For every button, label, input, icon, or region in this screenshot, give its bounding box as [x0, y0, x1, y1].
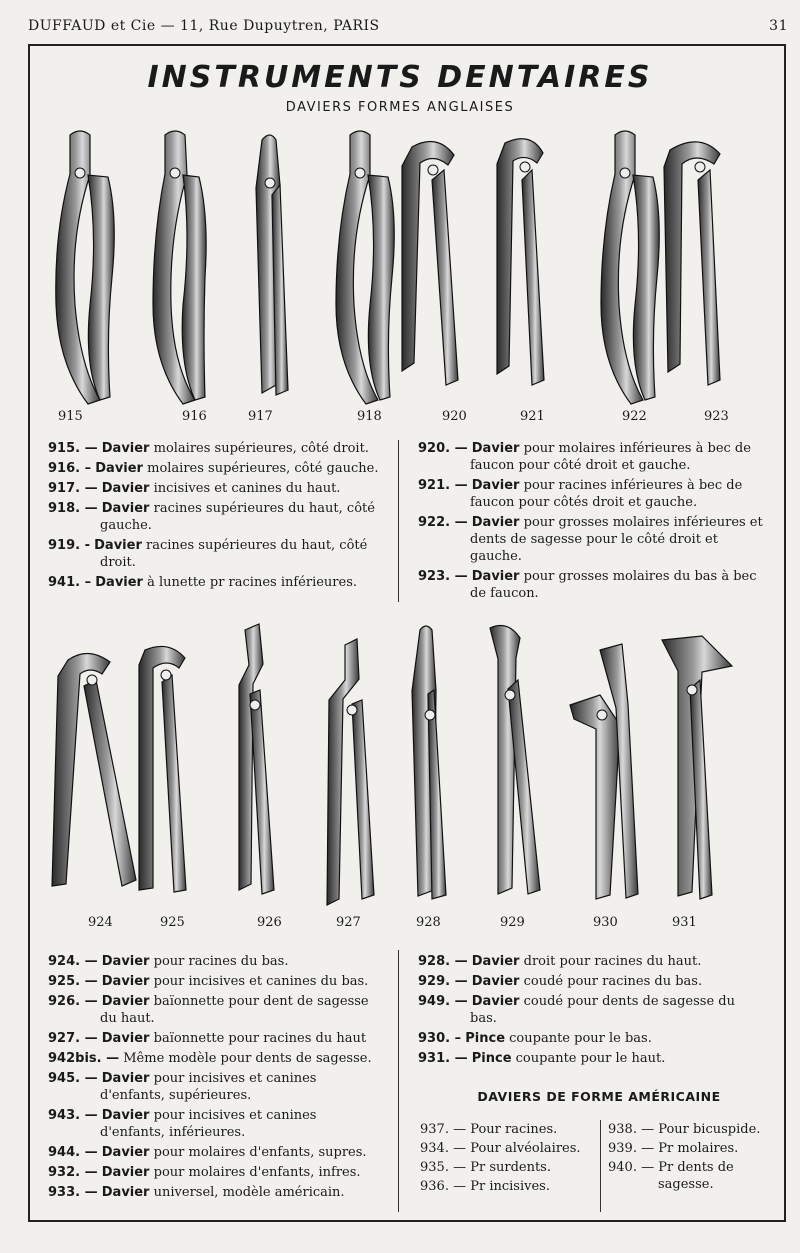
figure-number: 927: [336, 915, 361, 930]
forceps-row-1-drawing: [40, 125, 760, 405]
list-item: 921. — Davier pour racines inférieures à bec de faucon pour côtés droit et gauche.: [418, 478, 743, 510]
list-item: 944. — Davier pour molaires d'enfants, supres.: [48, 1145, 367, 1160]
list-item: 927. — Davier baïonnette pour racines du haut: [48, 1031, 367, 1046]
column-divider: [600, 1120, 601, 1212]
figure-number: 922: [622, 409, 647, 424]
american-list-right: [608, 1121, 768, 1195]
figure-number: 925: [160, 915, 185, 930]
page-title: INSTRUMENTS DENTAIRES: [147, 60, 653, 95]
list-item: 936. — Pr incisives.: [420, 1179, 550, 1194]
list-item: 915. — Davier molaires supérieures, côté droit.: [48, 441, 369, 456]
column-divider: [398, 950, 399, 1212]
list-item: 932. — Davier pour molaires d'enfants, infres.: [48, 1165, 361, 1180]
list-item: 939. — Pr molaires.: [608, 1141, 739, 1156]
figure-number: 921: [520, 409, 545, 424]
list-item: 930. – Pince coupante pour le bas.: [418, 1031, 652, 1046]
page-header: [28, 14, 788, 36]
figure-number: 917: [248, 409, 273, 424]
list-item: 924. — Davier pour racines du bas.: [48, 954, 289, 969]
list-item: 929. — Davier coudé pour racines du bas.: [418, 974, 703, 989]
list-item: 934. — Pour alvéolaires.: [420, 1141, 581, 1156]
american-section-title: DAVIERS DE FORME AMÉRICAINE: [477, 1089, 721, 1104]
column-divider: [398, 440, 399, 602]
american-list-left: [420, 1121, 595, 1197]
list-item: 937. — Pour racines.: [420, 1122, 558, 1137]
forceps-illustration-row-1: [40, 125, 760, 405]
page-subtitle: DAVIERS FORMES ANGLAISES: [285, 100, 515, 115]
figure-number: 920: [442, 409, 467, 424]
list-item: 935. — Pr surdents.: [420, 1160, 551, 1175]
list-item: 941. – Davier à lunette pr racines inférieures.: [48, 575, 358, 590]
list-item: 919. - Davier racines supérieures du haut, côté droit.: [48, 538, 368, 570]
page-number: 31: [769, 18, 788, 34]
list-item: 926. — Davier baïonnette pour dent de sagesse du haut.: [48, 994, 369, 1026]
list-item: 925. — Davier pour incisives et canines du bas.: [48, 974, 369, 989]
list-item: 942bis. — Même modèle pour dents de sagesse.: [48, 1051, 372, 1066]
list-item: 943. — Davier pour incisives et canines d'enfants, inférieures.: [48, 1108, 317, 1140]
descriptions-top-right: [418, 440, 763, 605]
figure-number: 930: [593, 915, 618, 930]
figure-number: 923: [704, 409, 729, 424]
descriptions-bottom-left: [48, 953, 383, 1204]
list-item: 938. — Pour bicuspide.: [608, 1122, 761, 1137]
list-item: 917. — Davier incisives et canines du haut.: [48, 481, 341, 496]
list-item: 923. — Davier pour grosses molaires du bas à bec de faucon.: [418, 569, 757, 601]
forceps-row-2-drawing: [40, 620, 760, 910]
row-1-numbers: [40, 409, 770, 429]
figure-number: 931: [672, 915, 697, 930]
list-item: 949. — Davier coudé pour dents de sagesse du bas.: [418, 994, 735, 1026]
list-item: 920. — Davier pour molaires inférieures à bec de faucon pour côté droit et gauche.: [418, 441, 751, 473]
list-item: 931. — Pince coupante pour le haut.: [418, 1051, 666, 1066]
list-item: 940. — Pr dents de sagesse.: [608, 1160, 734, 1192]
figure-number: 929: [500, 915, 525, 930]
figure-number: 916: [182, 409, 207, 424]
list-item: 945. — Davier pour incisives et canines d'enfants, supérieures.: [48, 1071, 317, 1103]
list-item: 918. — Davier racines supérieures du haut, côté gauche.: [48, 501, 375, 533]
list-item: 928. — Davier droit pour racines du haut.: [418, 954, 702, 969]
figure-number: 928: [416, 915, 441, 930]
descriptions-bottom-right: [418, 953, 763, 1070]
forceps-illustration-row-2: [40, 620, 760, 910]
figure-number: 924: [88, 915, 113, 930]
list-item: 933. — Davier universel, modèle américain.: [48, 1185, 345, 1200]
list-item: 922. — Davier pour grosses molaires inférieures et dents de sagesse pour le côté droit et gauche.: [418, 515, 763, 564]
publisher-address: DUFFAUD et Cie — 11, Rue Dupuytren, PARIS: [28, 18, 380, 34]
figure-number: 915: [58, 409, 83, 424]
descriptions-top-left: [48, 440, 383, 594]
list-item: 916. – Davier molaires supérieures, côté gauche.: [48, 461, 379, 476]
figure-number: 918: [357, 409, 382, 424]
figure-number: 926: [257, 915, 282, 930]
row-2-numbers: [40, 915, 770, 935]
